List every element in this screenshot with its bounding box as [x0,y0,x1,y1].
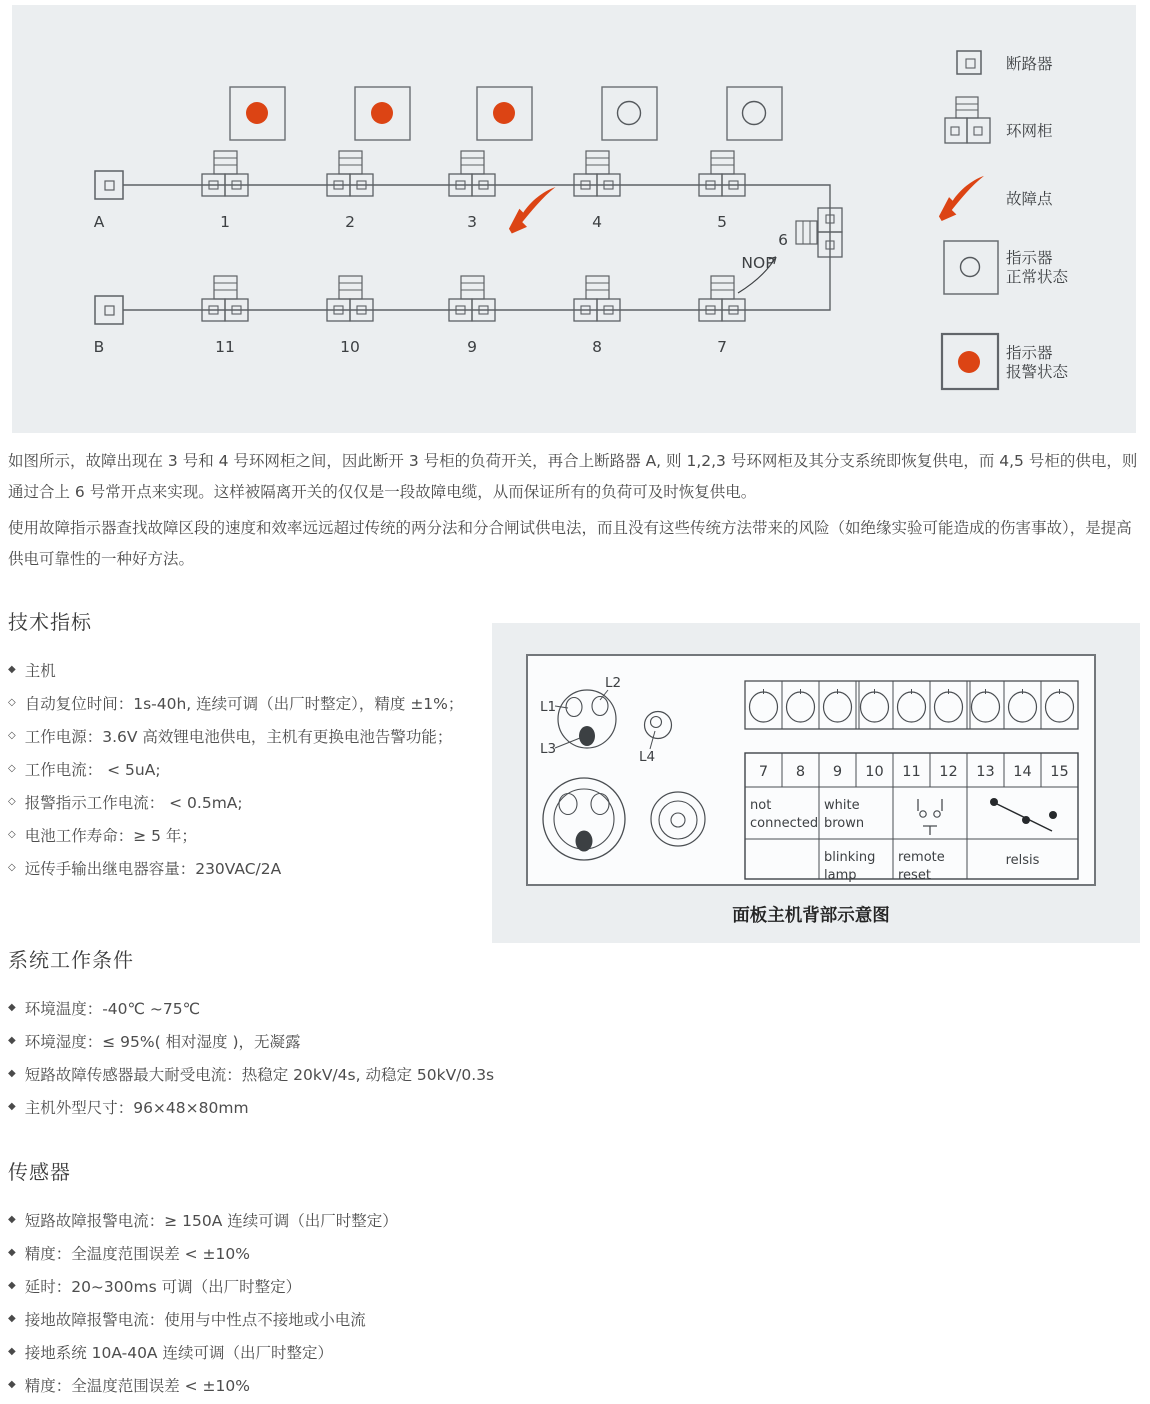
terminal-number: 8 [795,764,806,780]
rmu-symbol [327,151,373,196]
diamond-filled-icon: ◆ [8,1214,16,1225]
diamond-filled-icon: ◆ [8,1035,16,1046]
section-title: 系统工作条件 [8,948,134,972]
legend-label: 断路器 [1006,55,1053,73]
spec-text: 报警指示工作电流： < 0.5mA; [24,793,243,812]
section-title: 技术指标 [8,610,92,634]
spec-text: 环境温度：-40℃ ~75℃ [24,999,200,1018]
spec-text: 远传手输出继电器容量：230VAC/2A [24,859,282,878]
normal-circle-icon [618,102,641,125]
spec-item [8,752,490,785]
unit-number: 1 [220,213,230,231]
tie-unit-number: 6 [778,231,788,249]
section-tech-specs [8,606,490,884]
indicator-alarm [230,87,285,140]
unit-number: 5 [717,213,727,231]
diamond-hollow-icon: ◇ [8,862,16,873]
spec-item [8,1024,768,1057]
cell-label: white [824,798,860,813]
spec-item [8,1236,768,1269]
indicator-alarm [477,87,532,140]
rmu-symbol [449,151,495,196]
l3-label: L3 [540,741,557,757]
alarm-dot-icon [371,102,393,124]
terminal-number: 13 [976,764,995,780]
paragraph-benefit: 使用故障指示器查找故障区段的速度和效率远远超过传统的两分法和分合闸试供电法，而且没有这些传统方法带来的风险（如绝缘实验可能造成的伤害事故），是提高供电可靠性的一种好方法。 [8,519,1132,568]
diamond-filled-icon: ◆ [8,1280,16,1291]
terminal-number: 12 [939,764,958,780]
unit-number: 10 [340,338,360,356]
cell-label: brown [824,816,865,831]
source-label: A [93,213,105,231]
section-title: 传感器 [8,1160,71,1184]
legend-fault-icon [939,176,984,221]
spec-text: 短路故障报警电流：≥ 150A 连续可调（出厂时整定） [24,1211,398,1230]
spec-item [8,991,768,1024]
spec-text: 环境湿度：≤ 95%( 相对湿度 )，无凝露 [24,1032,301,1051]
terminal-number: 15 [1050,764,1069,780]
spec-text: 延时：20~300ms 可调（出厂时整定） [24,1277,302,1296]
cell-label: relsis [1005,853,1040,868]
legend-indicator-alarm-icon [942,334,998,389]
indicator-normal [727,87,782,140]
spec-item [8,1203,768,1236]
breaker-b-symbol [95,296,123,324]
diamond-filled-icon: ◆ [8,1379,16,1390]
cell-label: reset [898,868,931,883]
spec-text: 接地故障报警电流：使用与中性点不接地或小电流 [24,1310,366,1329]
tie-rmu-symbol [796,208,842,257]
legend-label: 环网柜 [1006,122,1053,140]
spec-item [8,1090,768,1123]
spec-item [8,1302,768,1335]
spec-item [8,851,490,884]
unit-number: 8 [592,338,602,356]
ring-network-svg [12,5,1136,433]
normal-circle-icon [743,102,766,125]
rmu-symbol [699,151,745,196]
cell-label: not [750,798,772,813]
spec-text: 工作电源：3.6V 高效锂电池供电，主机有更换电池告警功能； [24,727,453,746]
unit-number: 11 [215,338,235,356]
unit-number: 4 [592,213,602,231]
paragraph-fault-isolation: 如图所示，故障出现在 3 号和 4 号环网柜之间，因此断开 3 号柜的负荷开关，再合上断路器 A, 则 1,2,3 号环网柜及其分支系统即恢复供电，而 4,5 号柜的供电，则通过合上 6 号常开点来实现。这样被隔离开关的仅仅是一段故障电缆，从而保证所有的负荷可及时恢复供电。 [8,452,1138,501]
diamond-filled-icon: ◆ [8,1247,16,1258]
diamond-filled-icon: ◆ [8,664,16,675]
legend-label: 指示器 [1006,249,1053,267]
unit-number: 9 [467,338,477,356]
breaker-a-symbol [95,171,123,199]
feeder-bus-line [123,185,830,310]
ring-network-diagram [12,5,1136,433]
spec-item [8,818,490,851]
spec-text: 自动复位时间：1s-40h, 连续可调（出厂时整定），精度 ±1%； [24,694,464,713]
spec-item [8,1335,768,1368]
spec-item [8,719,490,752]
spec-item [8,653,490,686]
legend-breaker-icon [957,51,981,74]
diamond-hollow-icon: ◇ [8,730,16,741]
rear-panel-figure [492,623,1140,943]
l4-label: L4 [639,749,656,765]
diamond-filled-icon: ◆ [8,1002,16,1013]
spec-text: 短路故障传感器最大耐受电流：热稳定 20kV/4s, 动稳定 50kV/0.3s [24,1065,495,1084]
rmu-symbol [574,276,620,321]
spec-text: 接地系统 10A-40A 连续可调（出厂时整定） [24,1343,333,1362]
legend-rmu-icon [945,97,990,143]
spec-text: 主机外型尺寸：96×48×80mm [24,1098,249,1117]
indicator-alarm [355,87,410,140]
legend-label: 正常状态 [1006,268,1069,286]
unit-number: 3 [467,213,477,231]
l2-label: L2 [605,675,622,691]
spec-item [8,785,490,818]
terminal-number: 14 [1013,764,1032,780]
legend-label: 指示器 [1006,344,1053,362]
spec-text: 主机 [24,661,56,680]
cell-label: blinking [824,850,876,865]
legend-indicator-normal-icon [944,241,998,294]
rmu-symbol [449,276,495,321]
l1-label: L1 [540,699,557,715]
cell-label: connected [750,816,819,831]
rmu-symbol [574,151,620,196]
diamond-hollow-icon: ◇ [8,796,16,807]
spec-item [8,1269,768,1302]
rmu-symbol [202,276,248,321]
diamond-filled-icon: ◆ [8,1101,16,1112]
spec-item [8,1057,768,1090]
legend-label: 报警状态 [1006,363,1069,381]
alarm-dot-icon [493,102,515,124]
unit-number: 7 [717,338,727,356]
terminal-number: 11 [902,764,921,780]
diamond-filled-icon: ◆ [8,1313,16,1324]
spec-text: 电池工作寿命：≥ 5 年； [24,826,197,845]
diamond-hollow-icon: ◇ [8,829,16,840]
cell-label: remote [898,850,945,865]
cell-label: lamp [824,868,857,883]
legend-label: 故障点 [1006,190,1053,208]
source-label: B [93,338,105,356]
spec-text: 精度：全温度范围误差 < ±10% [24,1244,250,1263]
diamond-filled-icon: ◆ [8,1068,16,1079]
spec-text: 精度：全温度范围误差 < ±10% [24,1376,250,1395]
indicator-normal [602,87,657,140]
rmu-symbol [699,276,745,321]
diamond-hollow-icon: ◇ [8,763,16,774]
nop-label: NOP [741,254,775,272]
unit-number: 2 [345,213,355,231]
spec-item [8,686,490,719]
section-sensor [8,1156,768,1401]
terminal-number: 9 [832,764,843,780]
spec-text: 工作电流： < 5uA; [24,760,161,779]
rmu-symbol [327,276,373,321]
diamond-hollow-icon: ◇ [8,697,16,708]
diamond-filled-icon: ◆ [8,1346,16,1357]
fault-bolt-icon [509,187,556,234]
terminal-number: 7 [758,764,769,780]
rmu-symbol [202,151,248,196]
figure-caption: 面板主机背部示意图 [732,906,890,926]
rear-panel-svg [492,623,1140,943]
terminal-number: 10 [865,764,884,780]
spec-item [8,1368,768,1401]
alarm-dot-icon [246,102,268,124]
section-working-conditions [8,944,768,1123]
